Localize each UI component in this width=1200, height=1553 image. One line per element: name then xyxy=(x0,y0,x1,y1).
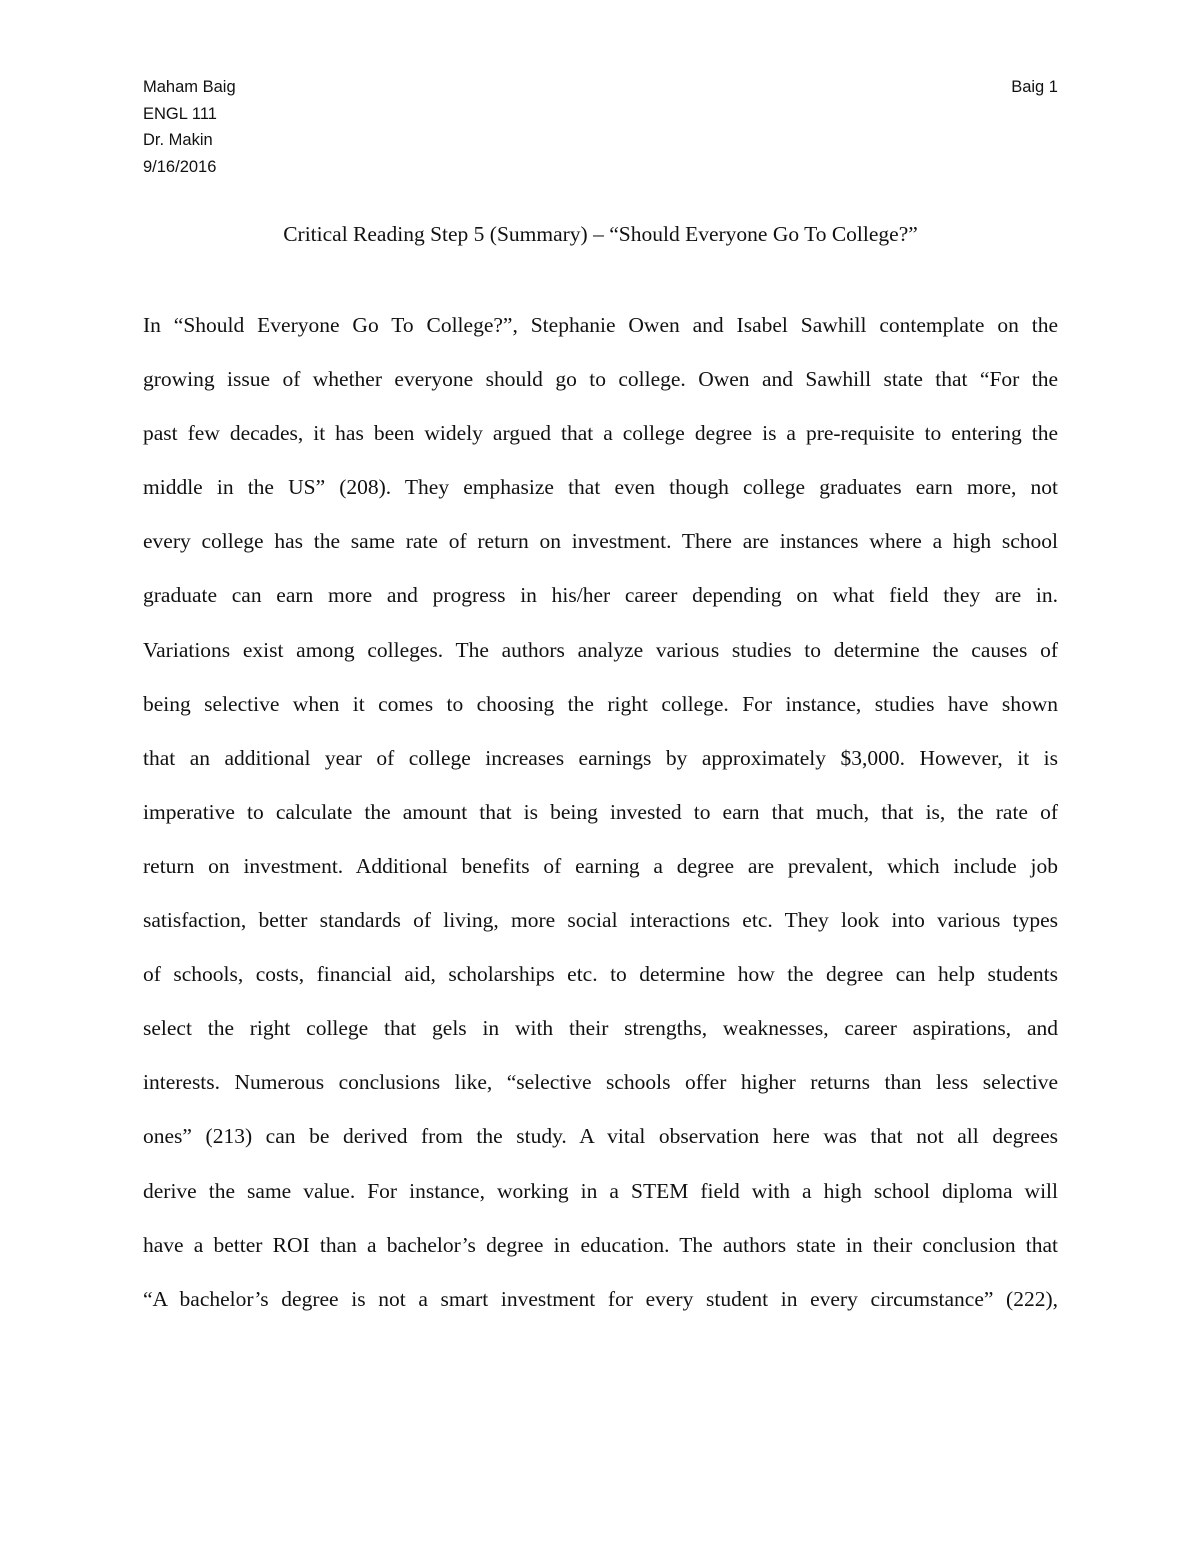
body-line: middle in the US” (208). They emphasize that even though college graduates earn more, not xyxy=(143,475,1058,500)
body-line: In “Should Everyone Go To College?”, Stephanie Owen and Isabel Sawhill contemplate on the xyxy=(143,313,1058,337)
body-line: of schools, costs, financial aid, scholarships etc. to determine how the degree can help students xyxy=(143,962,1058,987)
body-line: have a better ROI than a bachelor’s degree in education. The authors state in their conclusion that xyxy=(143,1232,1058,1257)
body-line: being selective when it comes to choosing the right college. For instance, studies have shown xyxy=(143,691,1058,716)
body-line: select the right college that gels in with their strengths, weaknesses, career aspirations, and xyxy=(143,1016,1058,1041)
body-line: ones” (213) can be derived from the study. A vital observation here was that not all degrees xyxy=(143,1124,1058,1149)
body-line: return on investment. Additional benefits of earning a degree are prevalent, which include job xyxy=(143,853,1058,878)
body-line: that an additional year of college increases earnings by approximately $3,000. However, it is xyxy=(143,745,1058,770)
date: 9/16/2016 xyxy=(143,157,217,176)
body-line: graduate can earn more and progress in his/her career depending on what field they are in. xyxy=(143,583,1058,608)
course-name: ENGL 111 xyxy=(143,104,217,123)
header-block xyxy=(143,74,236,180)
instructor-name: Dr. Makin xyxy=(143,131,213,149)
page-number: Baig 1 xyxy=(1011,78,1058,96)
body-line: past few decades, it has been widely argued that a college degree is a pre-requisite to entering the xyxy=(143,421,1058,446)
body-line: derive the same value. For instance, working in a STEM field with a high school diploma will xyxy=(143,1178,1058,1203)
body-paragraph xyxy=(143,310,1058,1338)
body-line: Variations exist among colleges. The authors analyze various studies to determine the causes of xyxy=(143,637,1058,662)
body-line: satisfaction, better standards of living, more social interactions etc. They look into various types xyxy=(143,908,1058,933)
document-title: Critical Reading Step 5 (Summary) – “Should Everyone Go To College?” xyxy=(283,222,918,246)
body-line: “A bachelor’s degree is not a smart investment for every student in every circumstance” (222), xyxy=(143,1286,1058,1311)
author-name: Maham Baig xyxy=(143,78,236,96)
body-line: every college has the same rate of return on investment. There are instances where a high school xyxy=(143,529,1058,554)
body-line: growing issue of whether everyone should go to college. Owen and Sawhill state that “For the xyxy=(143,367,1058,392)
body-line: interests. Numerous conclusions like, “selective schools offer higher returns than less selective xyxy=(143,1070,1058,1095)
body-line: imperative to calculate the amount that is being invested to earn that much, that is, the rate of xyxy=(143,799,1058,824)
